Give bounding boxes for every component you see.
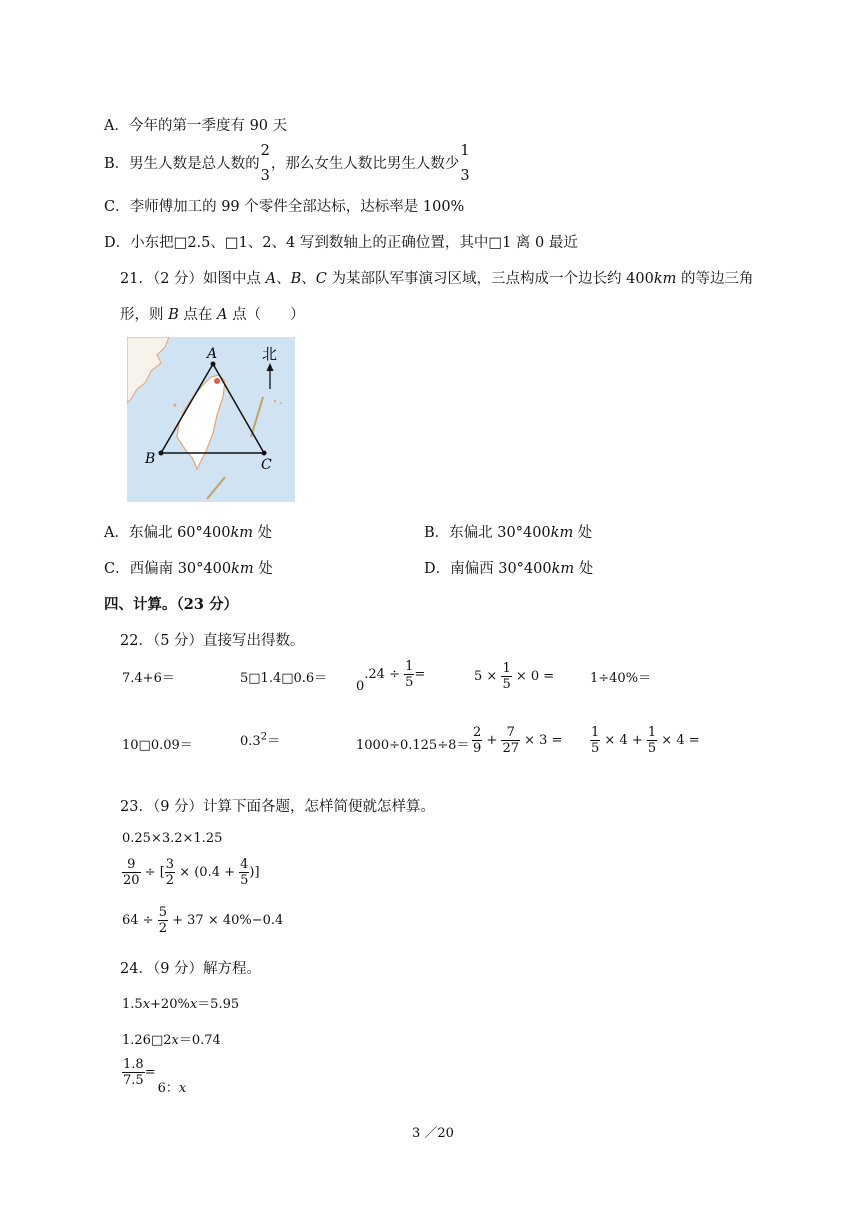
q22-item: 5 × $\frac{1}{5}$ × 0 = [474, 661, 555, 692]
label-a: A [207, 346, 218, 362]
q20-option-b-pre: B．男生人数是总人数的 [104, 156, 260, 172]
q23-title: 23．（9 分）计算下面各题，怎样简便就怎样算。 [120, 799, 436, 815]
q24-equation: 1.26□2x＝0.74 [122, 1033, 221, 1048]
map-svg [127, 337, 295, 502]
city-marker [214, 378, 220, 384]
q21-stem-line2: 形，则 B 点在 A 点（ ） [120, 307, 305, 323]
islet [174, 404, 177, 407]
q22-item: $0.3^2=$ [240, 731, 281, 749]
page-number: 3 ／20 [412, 1126, 454, 1141]
point-a [211, 362, 216, 367]
q23-expression: 0.25×3.2×1.25 [122, 831, 223, 846]
q21-option-d: D．南偏西 30°400km 处 [424, 561, 594, 577]
q20-option-c: C．李师傅加工的 99 个零件全部达标，达标率是 100% [104, 199, 465, 215]
point-b [159, 451, 164, 456]
islet [274, 400, 276, 402]
q24-equation: 1.5x+20%x＝5.95 [122, 997, 240, 1012]
fraction-one-third: 1 3 [460, 143, 470, 184]
q24-title: 24．（9 分）解方程。 [120, 961, 262, 977]
q22-item: 1÷40%＝ [590, 671, 652, 686]
q23-expression: $\frac{9}{20}$ ÷ [ $\frac{3}{2}$ × (0.4 + $\frac{4}{5}$ )] [123, 857, 260, 888]
q22-item: $\frac{2}{9}$ + $\frac{7}{27}$ × 3 = [473, 725, 563, 756]
q20-option-b [104, 144, 471, 183]
q20-option-b-mid: ，那么女生人数比男生人数少 [270, 156, 460, 172]
label-c: C [261, 457, 272, 473]
q21-option-a: A．东偏北 60°400km 处 [104, 525, 273, 541]
label-b: B [145, 451, 156, 467]
section-title: 四、计算。（23 分） [104, 596, 238, 613]
q22-item: 5□1.4□0.6＝ [240, 671, 328, 686]
q21-stem-line1: 21．（2 分）如图中点 A、B、C 为某部队军事演习区域，三点构成一个边长约 400km 的等边三角 [120, 271, 754, 287]
point-c [262, 451, 267, 456]
q22-title: 22．（5 分）直接写出得数。 [120, 633, 305, 649]
q22-item: 7.4+6＝ [122, 671, 175, 686]
q21-option-c: C．西偏南 30°400km 处 [104, 561, 273, 577]
fraction-two-thirds: 2 3 [260, 143, 270, 184]
q20-option-a: A．今年的第一季度有 90 天 [104, 118, 288, 134]
q22-item: 10□0.09＝ [122, 738, 193, 753]
military-exercise-map [127, 337, 295, 502]
q22-item: 0.24 ÷ $\frac{1}{5}$ = [356, 659, 426, 694]
north-label: 北 [262, 345, 278, 363]
islet [280, 402, 282, 404]
q22-item: 1000÷0.125÷8＝ [356, 738, 470, 753]
q22-item: $\frac{1}{5}$ × 4 + $\frac{1}{5}$ × 4 = [591, 725, 700, 756]
q24-equation: $\frac{1.8}{7.5}$ =6：x [123, 1057, 187, 1096]
q21-option-b: B．东偏北 30°400km 处 [424, 525, 593, 541]
q23-expression: 64 ÷ $\frac{5}{2}$ + 37 × 40%−0.4 [122, 905, 284, 936]
q20-option-d: D．小东把□2.5、□1、2、4 写到数轴上的正确位置，其中□1 离 0 最近 [104, 235, 578, 251]
